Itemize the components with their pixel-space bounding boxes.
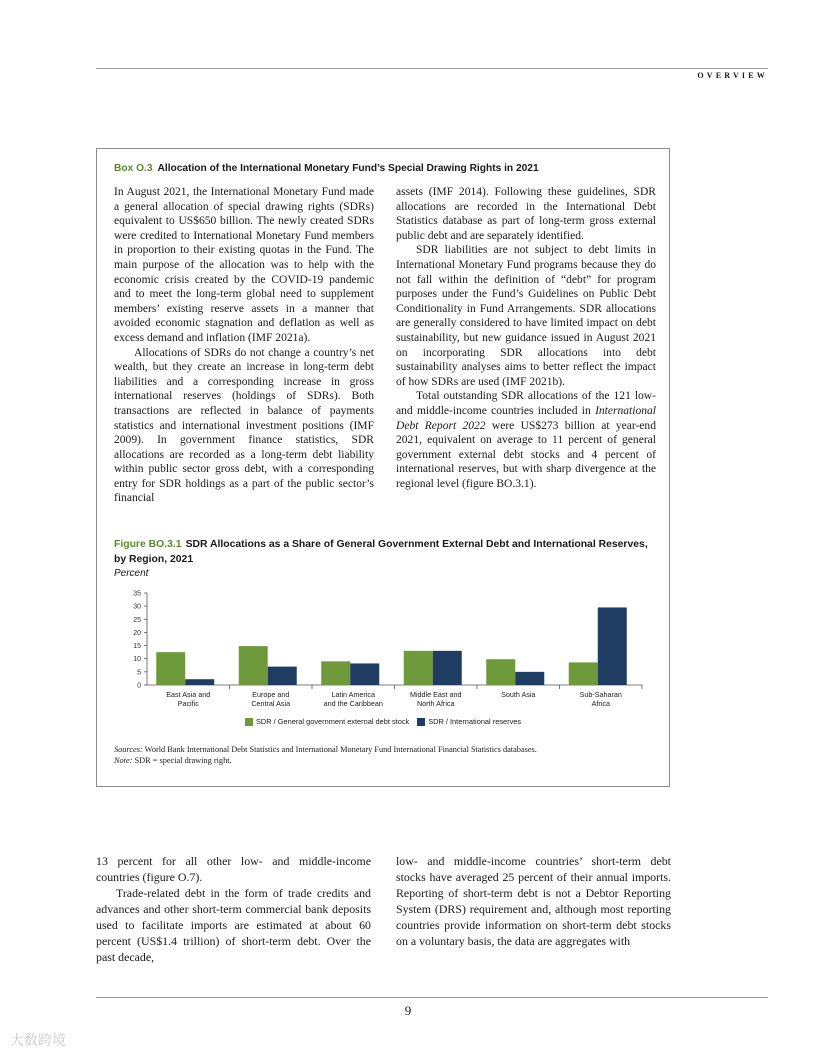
box-title-text: Allocation of the International Monetary Fund’s Special Drawing Rights in 2021 [157, 163, 539, 174]
bar-reserves [268, 667, 297, 685]
box-right-paragraph-1: assets (IMF 2014). Following these guidelines, SDR allocations are recorded in the International Debt Statistics database as part of long-term gross external public debt and are separately identified. [396, 186, 656, 242]
note-label: Note: [114, 756, 133, 765]
x-tick-label: Middle East and [409, 690, 462, 699]
y-tick-label: 5 [137, 669, 141, 677]
running-head: OVERVIEW [697, 71, 768, 80]
box-title [114, 163, 659, 174]
bar-reserves [433, 651, 462, 685]
body-left-column [96, 853, 371, 965]
figure-title-text: SDR Allocations as a Share of General Government External Debt and International Reserves, by Region, 2021 [114, 539, 648, 565]
x-tick-label: Africa [591, 699, 610, 708]
bar-reserves [350, 663, 379, 685]
report-title: International Debt Report 2022 [396, 404, 656, 432]
body-right-column [396, 853, 671, 949]
box-right-column [396, 185, 656, 491]
bar-reserves [185, 679, 214, 685]
figure-unit: Percent [114, 568, 149, 579]
sources-text: World Bank International Debt Statistics and International Monetary Fund International Financial Statistics databases. [142, 745, 537, 754]
x-tick-label: Latin America [331, 690, 376, 699]
p3-text-b: were US$273 billion at year-end 2021, equivalent on average to 11 percent of general government external debt stocks and 4 percent of international reserves, but with sharp divergence at the regional level (figure BO.3.1). [396, 419, 656, 490]
legend-label-reserves: SDR / International reserves [428, 717, 522, 726]
box-left-paragraph-2: Allocations of SDRs do not change a country’s net wealth, but they create an increase in long-term debt liabilities and a corresponding increase in gross international reserves (holdings of SDRs). Both transactions are reflected in balance of payments statistics and international investment positions (IMF 2009). In government finance statistics, SDR allocations are recorded as a long-term debt liability within public sector gross debt, with a corresponding entry for SDR holdings as a part of the public sector’s financial [114, 346, 374, 505]
box-left-paragraph-1: In August 2021, the International Monetary Fund made a general allocation of special drawing rights (SDRs) equivalent to US$650 billion. The newly created SDRs were credited to International Monetary Fund members in proportion to their existing quotas in the Fund. The main purpose of the allocation was to help with the economic crisis created by the COVID-19 pandemic and to meet the long-term global need to supplement members’ existing reserve assets in a manner that avoided economic stagnation and deflation as well as excess demand and inflation (IMF 2021a). [114, 186, 374, 344]
page-number: 9 [404, 1003, 412, 1018]
sources-label: Sources: [114, 745, 143, 754]
p3-text-a: Total outstanding SDR allocations of the 121 low- and middle-income countries included in [396, 390, 656, 417]
figure-title [114, 538, 659, 567]
bar-debt [156, 652, 185, 685]
watermark-logo: 大数跨境 [10, 1033, 66, 1049]
y-tick-label: 25 [133, 616, 141, 624]
y-tick-label: 35 [133, 590, 141, 598]
note-line [114, 755, 659, 766]
legend-item-reserves [417, 717, 521, 726]
y-tick-label: 15 [133, 643, 141, 651]
figure-notes [114, 744, 659, 766]
x-tick-label: South Asia [501, 690, 536, 699]
legend-swatch-reserves [417, 718, 425, 726]
x-tick-label: Central Asia [251, 699, 291, 708]
chart-legend [245, 717, 529, 726]
bar-debt [239, 646, 268, 685]
box-left-column [114, 185, 374, 506]
box-right-paragraph-3 [396, 389, 656, 491]
bar-chart [107, 587, 647, 715]
legend-label-debt: SDR / General government external debt stock [256, 717, 410, 726]
box-label: Box O.3 [114, 163, 153, 174]
x-tick-label: and the Caribbean [323, 699, 383, 708]
x-tick-label: East Asia and [166, 690, 211, 699]
x-tick-label: Sub-Saharan [579, 690, 622, 699]
header-rule [96, 68, 768, 69]
figure-label: Figure BO.3.1 [114, 539, 182, 550]
box-o3 [96, 148, 670, 787]
bar-reserves [515, 672, 544, 685]
note-text: SDR = special drawing right. [132, 756, 232, 765]
x-tick-label: Pacific [177, 699, 199, 708]
y-tick-label: 10 [133, 656, 141, 664]
y-tick-label: 30 [133, 603, 141, 611]
body-left-paragraph-2: Trade-related debt in the form of trade credits and advances and other short-term commercial bank deposits used to facilitate imports are estimated at about 60 percent (US$1.4 trillion) of short-term debt. Over the past decade, [96, 886, 371, 964]
body-right-paragraph-1: low- and middle-income countries’ short-term debt stocks have averaged 25 percent of their annual imports. Reporting of short-term debt is not a Debtor Reporting System (DRS) requirement and, although most reporting countries provide information on short-term debt stocks on a voluntary basis, the data are aggregates with [396, 854, 671, 948]
x-tick-label: Europe and [252, 690, 290, 699]
x-tick-label: North Africa [416, 699, 455, 708]
y-tick-label: 0 [137, 682, 141, 690]
footer-rule [96, 997, 768, 998]
sources-line [114, 744, 659, 755]
legend-item-debt [245, 717, 409, 726]
bar-debt [404, 651, 433, 685]
legend-swatch-debt [245, 718, 253, 726]
box-right-paragraph-2: SDR liabilities are not subject to debt limits in International Monetary Fund programs because they do not fall within the definition of “debt” for program purposes under the Fund’s Guidelines on Public Debt Conditionality in Fund Arrangements. SDR allocations are generally considered to have limited impact on debt sustainability, but new guidance issued in August 2021 on incorporating SDR allocations into debt sustainability analyses aims to better reflect the impact of how SDRs are used (IMF 2021b). [396, 244, 656, 388]
bar-debt [321, 661, 350, 685]
bar-debt [486, 659, 515, 685]
bar-reserves [598, 607, 627, 685]
bar-debt [569, 662, 598, 685]
body-left-paragraph-1: 13 percent for all other low- and middle-income countries (figure O.7). [96, 854, 371, 884]
y-tick-label: 20 [133, 629, 141, 637]
